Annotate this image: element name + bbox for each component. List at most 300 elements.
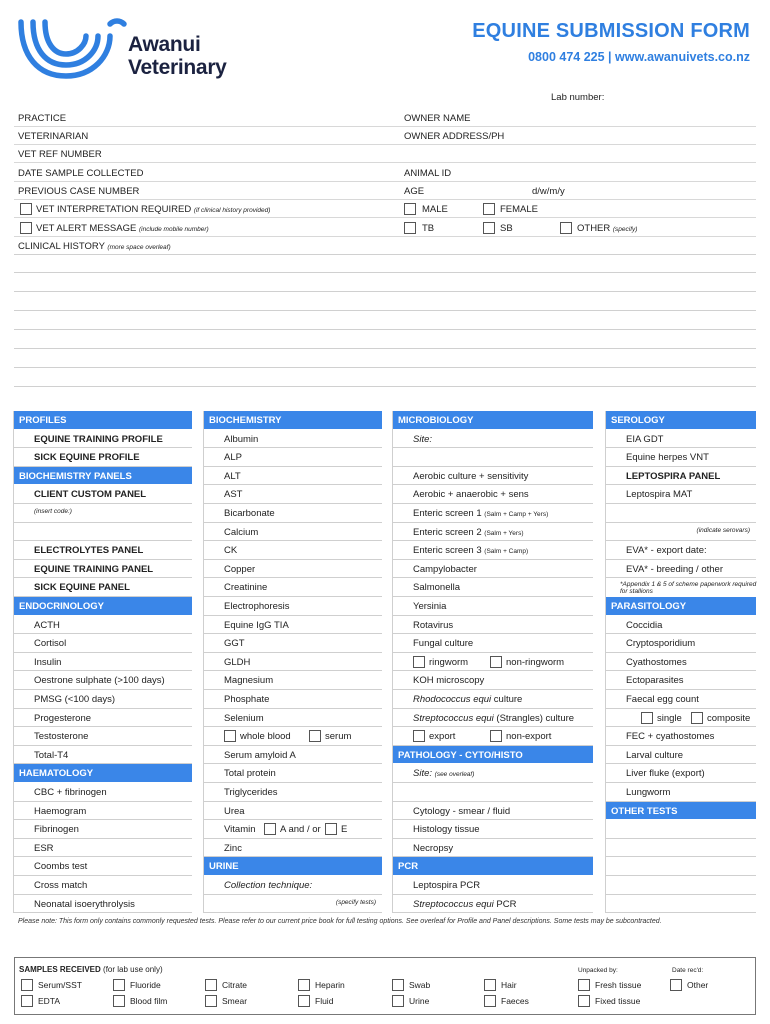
test-label: ALP [224,452,242,464]
test-row[interactable] [204,541,382,560]
test-label: GLDH [224,656,251,668]
export-label: export [429,731,456,743]
test-row[interactable] [14,857,192,876]
export-checkbox[interactable] [413,730,425,742]
section-header-label: ENDOCRINOLOGY [19,601,104,612]
tb-label: TB [422,223,435,234]
test-label: Urea [224,805,245,817]
test-label: Salmonella [413,582,460,594]
test-row[interactable] [606,523,756,542]
section-header-label: SEROLOGY [611,415,665,426]
detail-row-practice[interactable] [14,109,756,127]
test-row[interactable] [204,616,382,635]
sample-checkbox[interactable] [392,995,404,1007]
test-label: Testosterone [34,731,89,743]
section-header-label: URINE [209,861,239,873]
detail-row-vet-interp [14,200,756,218]
test-label: Streptococcus equi PCR [413,898,517,910]
test-row[interactable] [204,560,382,579]
sample-checkbox[interactable] [578,979,590,991]
test-row[interactable] [204,876,382,895]
test-row[interactable] [606,783,756,802]
test-label: Rotavirus [413,619,454,631]
sample-label: Smear [222,996,248,1006]
test-row[interactable] [393,727,593,746]
sample-checkbox[interactable] [670,979,682,991]
test-row[interactable] [393,504,593,523]
sample-label: Heparin [315,980,345,990]
sb-label: SB [500,223,513,234]
sample-checkbox[interactable] [205,979,217,991]
section-header-label: BIOCHEMISTRY PANELS [19,470,132,482]
test-label: Insulin [34,656,62,668]
section-header [204,411,382,430]
whole-blood-label: whole blood [240,731,291,743]
female-label: FEMALE [500,204,539,215]
samples-title: SAMPLES RECEIVED (for lab use only) [19,965,163,974]
animal-id-label: ANIMAL ID [404,168,452,179]
test-label: Cryptosporidium [626,638,696,650]
sample-checkbox[interactable] [21,979,33,991]
test-row[interactable] [14,448,192,467]
sample-checkbox[interactable] [113,995,125,1007]
test-label: SICK EQUINE PANEL [34,582,130,594]
section-header [14,411,192,430]
test-row[interactable] [606,671,756,690]
test-row[interactable] [393,895,593,914]
test-label: Electrophoresis [224,601,290,612]
test-label: KOH microscopy [413,675,485,687]
test-row[interactable] [606,709,756,728]
composite-checkbox[interactable] [691,712,703,724]
test-row[interactable] [14,504,192,523]
test-label: Serum amyloid A [224,749,296,761]
appendix-note: *Appendix 1 & 5 of scheme paperwork required for stallions [620,581,757,596]
test-row[interactable] [14,709,192,728]
test-row[interactable] [204,430,382,449]
column-divider [605,411,606,913]
test-row[interactable] [606,541,756,560]
test-label: Larval culture [626,749,684,761]
clinical-line[interactable] [14,329,756,330]
test-label: Leptospira MAT [626,489,693,501]
test-label: Selenium [224,712,264,724]
test-label: Equine IgG TIA [224,619,289,631]
contact-info: 0800 474 225 | www.awanuivets.co.nz [528,50,750,64]
test-row[interactable] [14,839,192,858]
test-row[interactable] [393,783,593,802]
test-label: ALT [224,470,241,482]
age-label: AGE [404,186,425,197]
test-row[interactable] [14,671,192,690]
test-row[interactable] [14,876,192,895]
female-checkbox[interactable] [483,203,495,215]
test-note-label: (specify tests) [335,898,376,906]
non-export-label: non-export [506,731,552,743]
test-note-label: (indicate serovars) [696,526,750,534]
column-divider [13,411,14,913]
test-label: Total protein [224,768,276,780]
test-label: Triglycerides [224,787,278,798]
vitamin-e-label: E [341,824,348,836]
test-label: Rhodococcus equi culture [413,694,523,705]
sample-checkbox[interactable] [21,995,33,1007]
test-row[interactable] [393,653,593,672]
test-row[interactable] [204,467,382,486]
non-ringworm-label: non-ringworm [506,656,565,668]
test-row[interactable] [606,857,756,876]
test-row[interactable] [14,820,192,839]
test-row[interactable] [393,467,593,486]
test-row[interactable] [204,820,382,839]
test-row[interactable] [606,727,756,746]
sample-label: Serum/SST [38,980,82,990]
test-row[interactable] [606,560,756,579]
field-label: Site: [413,433,433,445]
owner-name-label: OWNER NAME [404,113,471,124]
test-row[interactable] [606,746,756,765]
test-row[interactable] [393,876,593,895]
test-row[interactable] [204,709,382,728]
vet-alert-checkbox[interactable] [20,222,32,234]
form-note: Please note: This form only contains commonly requested tests. Please refer to our current price book for full testing options. See overleaf for Profile and Panel descriptions. Some tests may be subcontracted. [18,918,662,925]
column-divider [392,411,393,913]
test-row[interactable] [393,485,593,504]
sample-label: EDTA [38,996,61,1006]
sample-checkbox[interactable] [484,995,496,1007]
column-divider [203,411,204,913]
composite-label: composite [707,712,751,724]
field-label: Collection technique: [224,880,313,891]
test-row[interactable] [14,634,192,653]
test-grid [14,411,756,911]
form-title: EQUINE SUBMISSION FORM [472,20,750,42]
sample-label: Fluid [315,996,334,1006]
detail-row-vet-ref[interactable] [14,145,756,163]
test-row[interactable] [606,839,756,858]
test-label: EQUINE TRAINING PROFILE [34,433,163,445]
test-label: Copper [224,563,256,575]
unpacked-by-label: Unpacked by: [578,967,618,974]
test-row[interactable] [204,746,382,765]
other-sex-checkbox[interactable] [560,222,572,234]
serum-label: serum [325,731,352,743]
section-header [606,597,756,616]
test-label: Lungworm [626,787,671,798]
vet-interp-checkbox[interactable] [20,203,32,215]
test-row[interactable] [606,485,756,504]
test-label: Equine herpes VNT [626,452,709,464]
test-label: Cytology - smear / fluid [413,805,511,817]
test-row[interactable] [606,504,756,523]
ringworm-checkbox[interactable] [413,656,425,668]
test-row[interactable] [14,653,192,672]
test-label: CBC + fibrinogen [34,787,107,798]
whole-blood-checkbox[interactable] [224,730,236,742]
test-label: Streptococcus equi (Strangles) culture [413,712,575,724]
test-label: Coombs test [34,861,88,873]
test-row[interactable] [393,820,593,839]
test-row[interactable] [204,523,382,542]
sample-label: Fresh tissue [595,980,642,990]
clinical-line[interactable] [14,254,756,255]
section-header [14,597,192,616]
section-header [393,857,593,876]
section-header [606,802,756,821]
test-row[interactable] [14,616,192,635]
section-header-label: MICROBIOLOGY [398,415,474,426]
section-header [204,857,382,876]
test-row[interactable] [14,746,192,765]
test-label: EVA* - breeding / other [626,563,723,575]
test-label: Cyathostomes [626,656,687,668]
test-row[interactable] [393,690,593,709]
test-row[interactable] [204,504,382,523]
test-row[interactable] [606,448,756,467]
detail-row-vet-alert [14,219,756,237]
test-row[interactable] [606,467,756,486]
section-header-label: PROFILES [19,415,67,426]
test-row[interactable] [14,560,192,579]
test-label: FEC + cyathostomes [626,731,715,743]
test-row[interactable] [204,764,382,783]
sample-label: Blood film [130,996,168,1006]
clinical-line[interactable] [14,348,756,349]
sample-label: Swab [409,980,431,990]
vitamin-a-checkbox[interactable] [264,823,276,835]
test-row[interactable] [204,690,382,709]
test-row[interactable] [14,485,192,504]
clinical-line[interactable] [14,310,756,311]
test-row[interactable] [204,671,382,690]
section-header-label: PCR [398,861,419,873]
test-row[interactable] [204,653,382,672]
test-row[interactable] [606,616,756,635]
serum-checkbox[interactable] [309,730,321,742]
test-label: Cortisol [34,638,67,650]
test-row[interactable] [393,671,593,690]
test-row[interactable] [14,802,192,821]
test-row[interactable] [606,634,756,653]
section-header-label: PATHOLOGY - CYTO/HISTO [398,749,523,761]
test-label: LEPTOSPIRA PANEL [626,470,721,482]
section-header-label: BIOCHEMISTRY [209,415,282,426]
sample-label: Fluoride [130,980,161,990]
test-label: Leptospira PCR [413,880,481,891]
test-label: Total-T4 [34,749,69,761]
test-row[interactable] [393,597,593,616]
test-label: ACTH [34,619,60,631]
test-row[interactable] [393,634,593,653]
test-label: Zinc [224,842,242,854]
vet-interp-label: VET INTERPRETATION REQUIRED (if clinical history provided) [36,204,271,215]
practice-label: PRACTICE [18,113,67,124]
sample-label: Urine [409,996,430,1006]
test-row[interactable] [606,653,756,672]
test-label: Progesterone [34,712,92,724]
test-row[interactable] [14,690,192,709]
sample-checkbox[interactable] [113,979,125,991]
test-row[interactable] [14,895,192,914]
test-note-label: (insert code:) [34,508,72,515]
test-row[interactable] [14,783,192,802]
field-label: Site: (see overleaf) [413,768,475,780]
sample-label: Fixed tissue [595,996,641,1006]
sample-label: Citrate [222,980,248,990]
test-label: Fungal culture [413,638,474,650]
test-row[interactable] [14,523,192,542]
test-label: Cross match [34,880,88,891]
test-label: ELECTROLYTES PANEL [34,545,144,557]
test-row[interactable] [606,690,756,709]
previous-case-label: PREVIOUS CASE NUMBER [18,186,140,197]
clinical-history-label: CLINICAL HISTORY (more space overleaf) [18,241,171,252]
test-label: Histology tissue [413,824,480,836]
clinical-line[interactable] [14,291,756,292]
single-label: single [657,712,682,724]
test-label: Enteric screen 1 (Salm + Camp + Yers) [413,508,549,519]
test-label: SICK EQUINE PROFILE [34,452,140,464]
test-row[interactable] [606,820,756,839]
non-export-checkbox[interactable] [490,730,502,742]
test-row[interactable] [606,764,756,783]
section-header-label: OTHER TESTS [611,805,678,817]
test-label: Aerobic + anaerobic + sens [413,489,529,501]
test-label: Bicarbonate [224,508,275,519]
sample-label: Faeces [501,996,529,1006]
test-row[interactable] [204,895,382,914]
test-label: EIA GDT [626,433,664,445]
clinical-line[interactable] [14,272,756,273]
detail-row-veterinarian[interactable] [14,127,756,145]
sample-checkbox[interactable] [298,979,310,991]
test-label: CLIENT CUSTOM PANEL [34,489,147,501]
test-row[interactable] [204,802,382,821]
test-row[interactable] [204,783,382,802]
vitamin-a-label: A and / or [280,824,321,836]
brand-name-line1: Awanui [128,33,201,56]
test-row[interactable] [204,578,382,597]
test-row[interactable] [14,727,192,746]
date-recd-label: Date rec'd: [672,967,704,974]
single-checkbox[interactable] [641,712,653,724]
test-label: CK [224,545,238,557]
test-label: ESR [34,842,54,854]
clinical-line[interactable] [14,367,756,368]
test-row[interactable] [14,578,192,597]
non-ringworm-checkbox[interactable] [490,656,502,668]
test-row[interactable] [393,709,593,728]
section-header [393,411,593,430]
clinical-line[interactable] [14,386,756,387]
test-row[interactable] [204,727,382,746]
test-row[interactable] [606,895,756,914]
test-row[interactable] [204,634,382,653]
detail-row-date-collected[interactable] [14,164,756,182]
sample-label: Other [687,980,709,990]
test-row[interactable] [393,802,593,821]
detail-row-previous-case[interactable] [14,182,756,200]
veterinarian-label: VETERINARIAN [18,131,89,142]
test-label: Magnesium [224,675,274,687]
test-label: Haemogram [34,805,87,817]
vet-ref-label: VET REF NUMBER [18,149,102,160]
test-row[interactable] [393,839,593,858]
sample-checkbox[interactable] [578,995,590,1007]
sample-label: Hair [501,980,517,990]
test-label: Creatinine [224,582,268,594]
test-label: Albumin [224,433,259,445]
test-row[interactable] [14,430,192,449]
test-row[interactable] [393,448,593,467]
test-label: GGT [224,638,245,650]
test-label: Fibrinogen [34,824,79,836]
vitamin-label: Vitamin [224,824,256,836]
test-row[interactable] [393,541,593,560]
test-label: Faecal egg count [626,694,699,705]
male-checkbox[interactable] [404,203,416,215]
test-row[interactable] [606,876,756,895]
test-row[interactable] [393,578,593,597]
test-label: Liver fluke (export) [626,768,705,780]
test-label: Necropsy [413,842,454,854]
test-label: EQUINE TRAINING PANEL [34,563,154,575]
tb-checkbox[interactable] [404,222,416,234]
test-label: Enteric screen 3 (Salm + Camp) [413,545,529,557]
ringworm-label: ringworm [429,656,469,668]
other-sex-label: OTHER (specify) [577,223,638,234]
test-row[interactable] [204,485,382,504]
brand-name-line2: Veterinary [128,56,227,79]
sample-checkbox[interactable] [205,995,217,1007]
test-row[interactable] [14,541,192,560]
vet-alert-label: VET ALERT MESSAGE (include mobile number) [36,223,209,234]
test-row[interactable] [393,616,593,635]
test-row[interactable] [393,764,593,783]
sample-checkbox[interactable] [484,979,496,991]
sample-checkbox[interactable] [298,995,310,1007]
test-row[interactable] [204,597,382,616]
test-label: PMSG (<100 days) [34,694,116,705]
test-label: Phosphate [224,694,270,705]
section-header [393,746,593,765]
section-header [14,764,192,783]
sample-checkbox[interactable] [392,979,404,991]
test-label: AST [224,489,243,501]
vitamin-e-checkbox[interactable] [325,823,337,835]
owner-address-label: OWNER ADDRESS/PH [404,131,505,142]
test-label: EVA* - export date: [626,545,707,557]
sb-checkbox[interactable] [483,222,495,234]
test-row[interactable] [606,430,756,449]
test-label: Campylobacter [413,563,477,575]
test-label: Oestrone sulphate (>100 days) [34,675,165,687]
test-label: Enteric screen 2 (Salm + Yers) [413,526,524,538]
test-label: Neonatal isoerythrolysis [34,898,135,910]
test-label: Aerobic culture + sensitivity [413,470,529,482]
section-header-label: HAEMATOLOGY [19,768,94,780]
test-row[interactable] [393,523,593,542]
test-row[interactable] [204,839,382,858]
test-row[interactable] [393,560,593,579]
samples-received-box [14,957,756,1015]
test-label: Yersinia [413,601,447,612]
age-unit-label: d/w/m/y [532,186,565,197]
lab-number-label: Lab number: [551,92,605,103]
section-header [14,467,192,486]
test-row[interactable] [393,430,593,449]
test-row[interactable] [204,448,382,467]
